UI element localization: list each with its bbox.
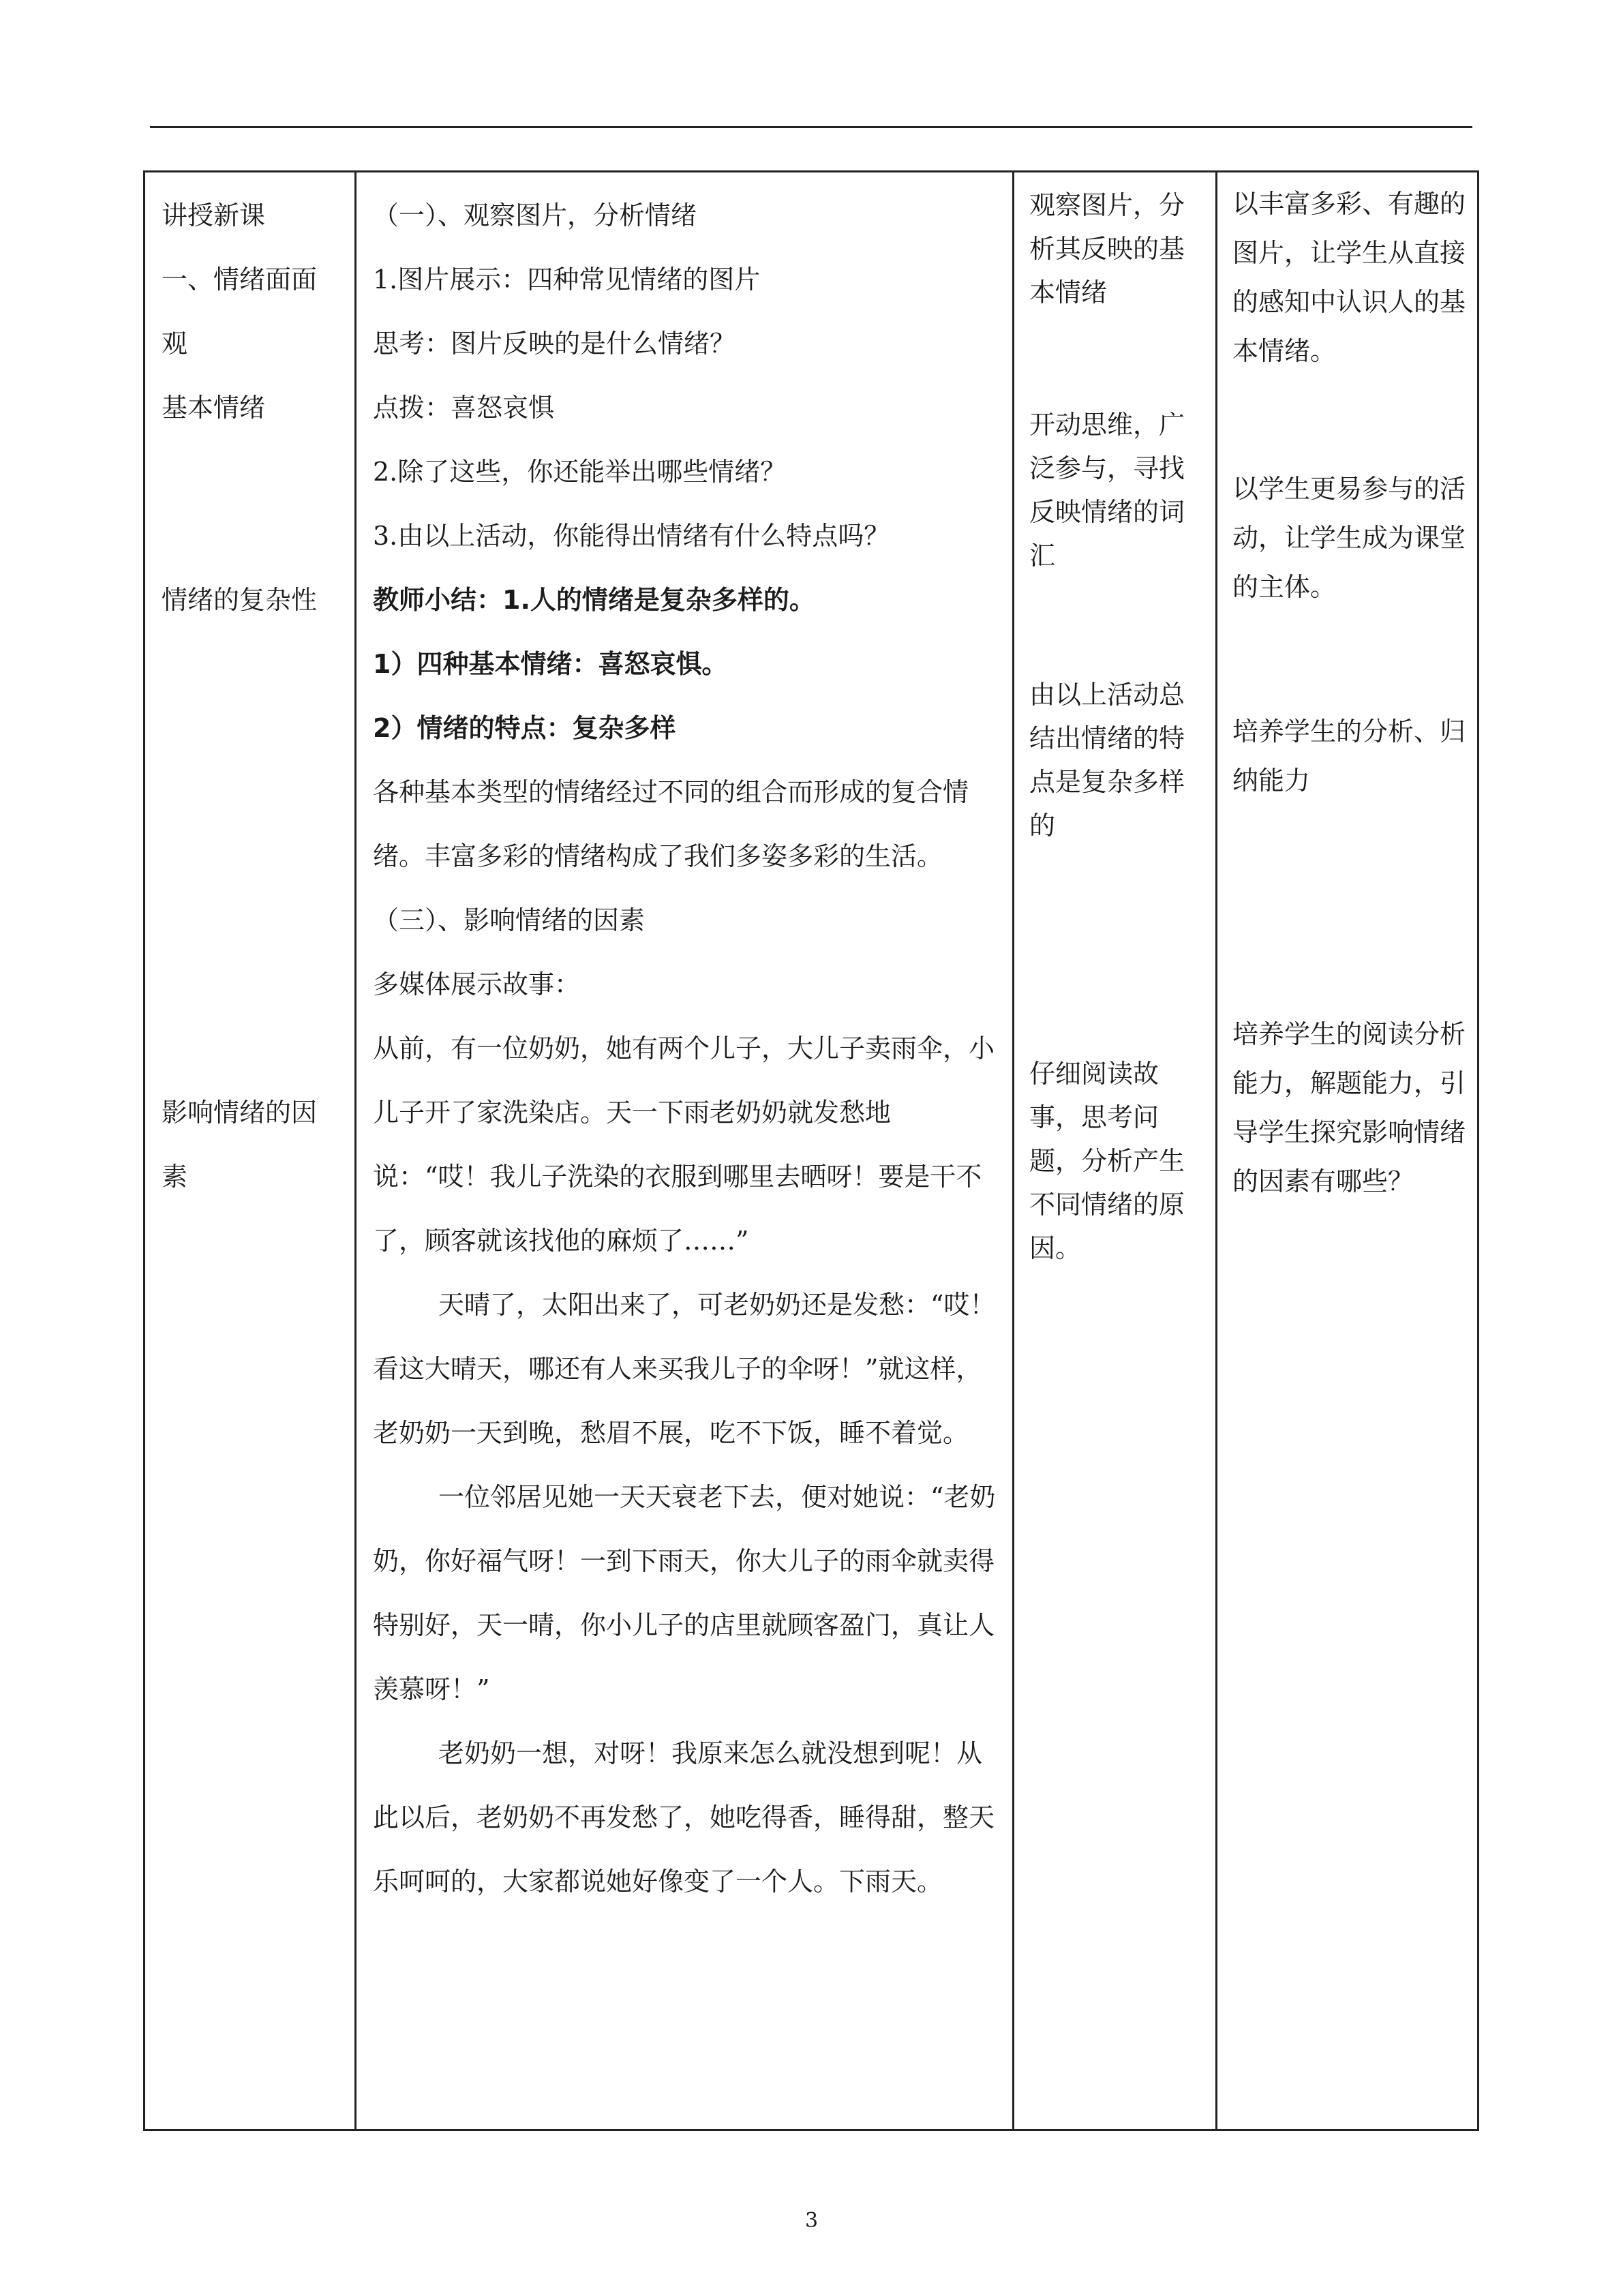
teacher-activity-column xyxy=(354,172,1012,2129)
paragraph: 多媒体展示故事： xyxy=(373,969,581,999)
topic-emotion-factors: 影响情绪的因 xyxy=(162,1098,318,1128)
section-title-cont: 观 xyxy=(162,329,188,359)
story-paragraph: 一位邻居见她一天天衰老下去，便对她说：“老奶奶，你好福气呀！一到下雨天，你大儿子的雨伞就卖得特别好，天一晴，你小儿子的店里就顾客盈门，真让人羡慕呀！” xyxy=(373,1482,996,1704)
student-activity: 观察图片，分析其反映的基本情绪 xyxy=(1029,190,1185,307)
design-intent: 以丰富多彩、有趣的图片，让学生从直接的感知中认识人的基本情绪。 xyxy=(1232,189,1466,366)
design-intent-column xyxy=(1215,172,1477,2129)
paragraph: 2.除了这些，你还能举出哪些情绪？ xyxy=(373,457,787,487)
spacer xyxy=(1232,611,1466,707)
story-paragraph: 老奶奶一想，对呀！我原来怎么就没想到呢！从此以后，老奶奶不再发愁了，她吃得香，睡得甜，整天乐呵呵的，大家都说她好像变了一个人。下雨天。 xyxy=(373,1738,995,1897)
page-number: 3 xyxy=(804,2209,819,2233)
design-intent: 培养学生的阅读分析能力，解题能力，引导学生探究影响情绪的因素有哪些？ xyxy=(1232,1019,1466,1196)
spacer xyxy=(1029,314,1206,403)
spacer xyxy=(1029,577,1206,673)
summary-point: 1）四种基本情绪：喜怒哀惧。 xyxy=(373,649,728,679)
paragraph: 思考：图片反映的是什么情绪？ xyxy=(373,329,736,359)
design-intent: 以学生更易参与的活动，让学生成为课堂的主体。 xyxy=(1232,474,1466,602)
spacer xyxy=(1232,376,1466,464)
topic-basic-emotions: 基本情绪 xyxy=(162,393,266,423)
spacer xyxy=(162,440,354,568)
topic-emotion-factors-cont: 素 xyxy=(162,1162,188,1192)
student-activity: 由以上活动总结出情绪的特点是复杂多样的 xyxy=(1029,680,1185,841)
teacher-summary: 教师小结：1.人的情绪是复杂多样的。 xyxy=(373,585,815,615)
spacer xyxy=(162,632,354,1081)
spacer xyxy=(1232,805,1466,1010)
header-rule xyxy=(150,126,1472,128)
story-paragraph: 天晴了，太阳出来了，可老奶奶还是发愁：“哎！看这大晴天，哪还有人来买我儿子的伞呀！”就这样，老奶奶一天到晚，愁眉不展，吃不下饭，睡不着觉。 xyxy=(373,1290,996,1448)
paragraph: 各种基本类型的情绪经过不同的组合而形成的复合情绪。丰富多彩的情绪构成了我们多姿多彩的生活。 xyxy=(373,777,969,871)
section-heading: （三）、影响情绪的因素 xyxy=(373,905,646,935)
topic-emotion-complexity: 情绪的复杂性 xyxy=(162,585,318,615)
teaching-stage-column xyxy=(145,172,354,2129)
student-activity-column xyxy=(1012,172,1215,2129)
story-paragraph: 从前，有一位奶奶，她有两个儿子，大儿子卖雨伞，小儿子开了家洗染店。天一下雨老奶奶就发愁地说：“哎！我儿子洗染的衣服到哪里去晒呀！要是干不了，顾客就该找他的麻烦了……” xyxy=(373,1033,995,1256)
design-intent: 培养学生的分析、归纳能力 xyxy=(1232,716,1466,796)
section-title: 一、情绪面面 xyxy=(162,265,318,294)
paragraph: 1.图片展示：四种常见情绪的图片 xyxy=(373,265,761,294)
paragraph: 3.由以上活动，你能得出情绪有什么特点吗？ xyxy=(373,521,890,551)
paragraph: 点拨：喜怒哀惧 xyxy=(373,393,555,423)
student-activity: 仔细阅读故事，思考问题，分析产生不同情绪的原因。 xyxy=(1029,1059,1185,1263)
spacer xyxy=(1029,847,1206,1052)
student-activity: 开动思维，广泛参与，寻找反映情绪的词汇 xyxy=(1029,410,1185,571)
lesson-plan-table xyxy=(143,170,1479,2131)
stage-label: 讲授新课 xyxy=(162,200,266,230)
section-heading: （一）、观察图片，分析情绪 xyxy=(373,200,697,230)
summary-point: 2）情绪的特点：复杂多样 xyxy=(373,713,676,743)
